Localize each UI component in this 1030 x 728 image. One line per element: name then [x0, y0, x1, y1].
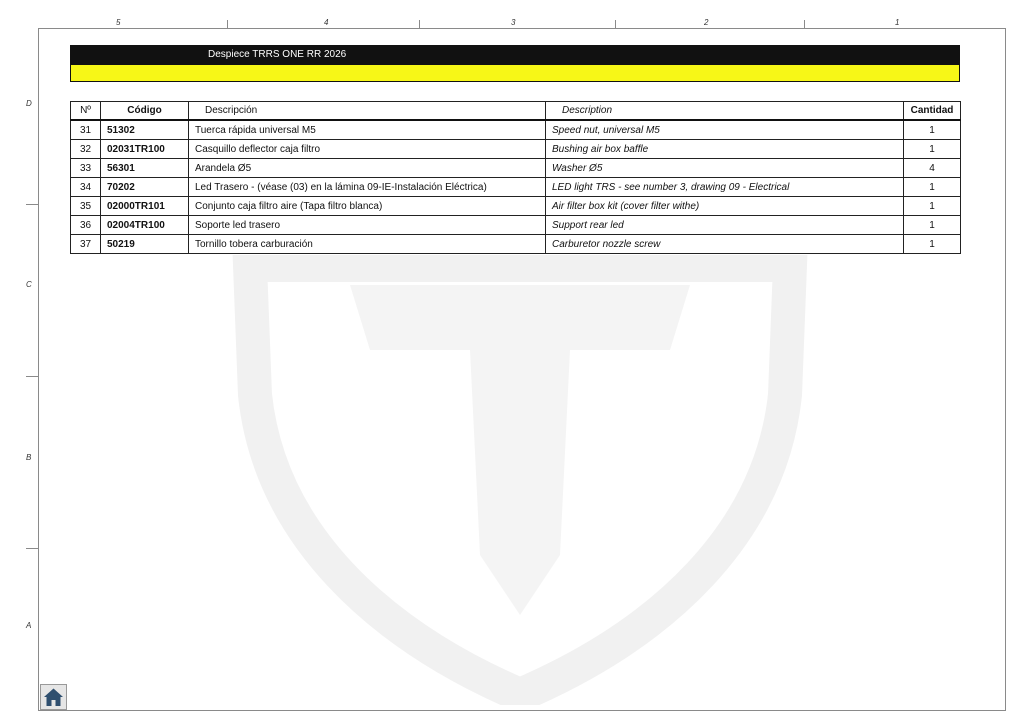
ruler-label-a: A	[26, 621, 32, 630]
part-code: 02000TR101	[101, 197, 189, 216]
col-header-description-en: Description	[546, 102, 904, 121]
top-ruler	[38, 14, 1006, 28]
document-title: Despiece TRRS ONE RR 2026	[208, 49, 347, 60]
row-number: 36	[71, 216, 101, 235]
description-en: Bushing air box baffle	[546, 140, 904, 159]
row-number: 32	[71, 140, 101, 159]
description-es: Tuerca rápida universal M5	[189, 120, 546, 140]
table-row	[71, 235, 961, 254]
ruler-label-2: 2	[704, 18, 709, 27]
ruler-label-1: 1	[895, 18, 900, 27]
ruler-label-4: 4	[324, 18, 329, 27]
description-en: Washer Ø5	[546, 159, 904, 178]
table-header-row	[71, 102, 961, 121]
table-row	[71, 178, 961, 197]
home-icon	[41, 685, 66, 709]
title-bar	[70, 45, 960, 64]
description-es: Casquillo deflector caja filtro	[189, 140, 546, 159]
description-en: Support rear led	[546, 216, 904, 235]
row-number: 35	[71, 197, 101, 216]
quantity: 1	[904, 216, 961, 235]
ruler-label-5: 5	[116, 18, 121, 27]
ruler-tick	[26, 204, 38, 205]
part-code: 56301	[101, 159, 189, 178]
part-code: 51302	[101, 120, 189, 140]
table-row	[71, 216, 961, 235]
description-en: Air filter box kit (cover filter withe)	[546, 197, 904, 216]
col-header-code: Código	[101, 102, 189, 121]
description-es: Led Trasero - (véase (03) en la lámina 09-IE-Instalación Eléctrica)	[189, 178, 546, 197]
ruler-label-c: C	[26, 280, 32, 289]
col-header-quantity: Cantidad	[904, 102, 961, 121]
part-code: 70202	[101, 178, 189, 197]
description-es: Soporte led trasero	[189, 216, 546, 235]
row-number: 37	[71, 235, 101, 254]
description-en: LED light TRS - see number 3, drawing 09 - Electrical	[546, 178, 904, 197]
ruler-tick	[26, 376, 38, 377]
description-es: Tornillo tobera carburación	[189, 235, 546, 254]
quantity: 1	[904, 140, 961, 159]
description-en: Speed nut, universal M5	[546, 120, 904, 140]
ruler-label-d: D	[26, 99, 32, 108]
quantity: 1	[904, 120, 961, 140]
ruler-tick	[26, 548, 38, 549]
quantity: 1	[904, 197, 961, 216]
highlight-bar	[70, 64, 960, 82]
table-row	[71, 140, 961, 159]
part-code: 02031TR100	[101, 140, 189, 159]
parts-table	[70, 101, 961, 254]
watermark-shield-logo	[230, 255, 810, 705]
home-button[interactable]	[40, 684, 67, 710]
quantity: 1	[904, 178, 961, 197]
description-es: Arandela Ø5	[189, 159, 546, 178]
description-en: Carburetor nozzle screw	[546, 235, 904, 254]
quantity: 1	[904, 235, 961, 254]
table-row	[71, 120, 961, 140]
table-row	[71, 159, 961, 178]
ruler-label-3: 3	[511, 18, 516, 27]
row-number: 34	[71, 178, 101, 197]
col-header-number: Nº	[71, 102, 101, 121]
part-code: 50219	[101, 235, 189, 254]
col-header-description-es: Descripción	[189, 102, 546, 121]
row-number: 33	[71, 159, 101, 178]
table-row	[71, 197, 961, 216]
part-code: 02004TR100	[101, 216, 189, 235]
row-number: 31	[71, 120, 101, 140]
description-es: Conjunto caja filtro aire (Tapa filtro blanca)	[189, 197, 546, 216]
quantity: 4	[904, 159, 961, 178]
ruler-label-b: B	[26, 453, 32, 462]
